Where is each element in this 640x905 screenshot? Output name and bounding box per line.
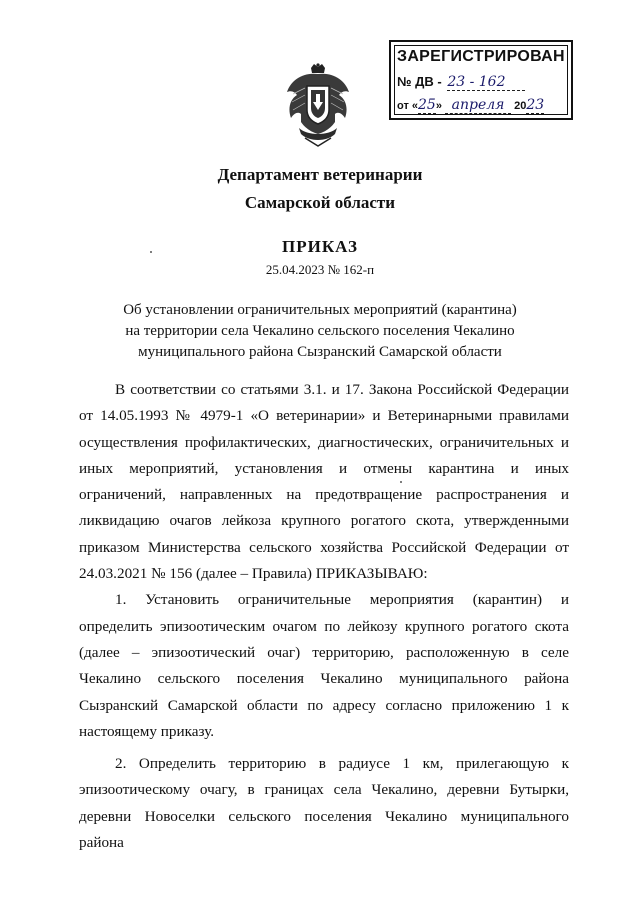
stamp-date-prefix: от « <box>397 100 419 112</box>
stamp-date-year-prefix: 20 <box>514 100 527 112</box>
subject-line3: муниципального района Сызранский Самарской области <box>138 344 502 360</box>
stamp-number-label: № ДВ - <box>397 74 442 89</box>
body-paragraph-preamble: В соответствии со статьями 3.1. и 17. Закона Российской Федерации от 14.05.1993 № 4979-1 «О ветеринарии» и Ветеринарными правилами осуществления профилактических, диагностических, ограничительных и иных мероприятий, установления и отмены карантина и иных ограничений, направленных на предотвращение распространения и ликвидацию очагов лейкоза крупного рогатого скота, утвержденными приказом Министерства сельского хозяйства Российской Федерации от 24.03.2021 № 156 (далее – Правила) ПРИКАЗЫВАЮ: <box>79 381 569 583</box>
subject-line1: Об установлении ограничительных мероприятий (карантина) <box>123 302 517 318</box>
stamp-date-year-suffix: 23 <box>526 97 545 113</box>
document-type-title: ПРИКАЗ <box>282 237 358 256</box>
order-date-number: 25.04.2023 № 162-п <box>265 262 375 277</box>
stamp-number-line <box>447 74 525 91</box>
stamp-date-day: 25 <box>418 97 436 113</box>
samara-coat-of-arms-icon <box>283 62 353 148</box>
registration-stamp <box>389 40 573 120</box>
department-name-line1: Департамент ветеринарии <box>217 165 423 184</box>
body-paragraph-item-1: 1. Установить ограничительные мероприятия (карантин) и определить эпизоотическим очагом по лейкозу крупного рогатого скота (далее – эпизоотический очаг) территорию, расположенную в селе Чекалино сельского поселения Чекалино муниципального района Сызранский Самарской области по адресу согласно приложению 1 к настоящему приказу. <box>79 591 569 740</box>
stamp-title: ЗАРЕГИСТРИРОВАН <box>397 48 565 65</box>
body-paragraph-item-2: 2. Определить территорию в радиусе 1 км, прилегающую к эпизоотическому очагу, в границах села Чекалино, деревни Бутырки, деревни Новоселки сельского поселения Чекалино муниципального района <box>79 755 569 852</box>
stamp-number-row <box>397 74 525 91</box>
stamp-date-mid: » <box>435 100 442 112</box>
stamp-date-month: апреля <box>445 97 511 114</box>
department-name-line2: Самарской области <box>244 193 396 212</box>
stamp-date-row <box>397 97 544 114</box>
order-body <box>79 377 569 856</box>
subject-line2: на территории села Чекалино сельского поселения Чекалино <box>125 323 515 339</box>
stamp-number-handwritten: 23 - 162 <box>447 74 506 90</box>
